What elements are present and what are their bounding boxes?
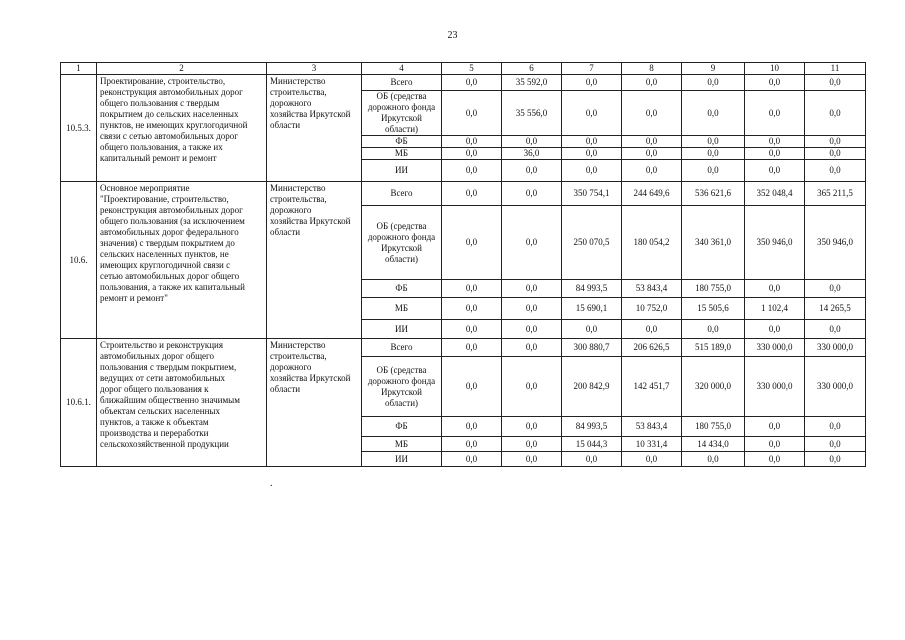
funding-value: 0,0 — [502, 357, 562, 417]
funding-value: 15 505,6 — [682, 298, 745, 320]
column-header: 3 — [267, 63, 362, 75]
funding-value: 15 044,3 — [562, 437, 622, 452]
funding-source: ФБ — [362, 136, 442, 148]
funding-value: 35 592,0 — [502, 75, 562, 91]
funding-value: 0,0 — [682, 148, 745, 160]
funding-value: 0,0 — [805, 437, 866, 452]
table-row — [61, 75, 866, 91]
funding-value: 0,0 — [622, 136, 682, 148]
page-number: 23 — [447, 30, 458, 41]
funding-value: 0,0 — [682, 91, 745, 136]
funding-source: ИИ — [362, 320, 442, 339]
funding-value: 365 211,5 — [805, 182, 866, 206]
funding-source: МБ — [362, 298, 442, 320]
funding-value: 0,0 — [682, 452, 745, 467]
item-code: 10.5.3. — [61, 75, 97, 182]
funding-source: ОБ (средства дорожного фонда Иркутской области) — [362, 206, 442, 280]
funding-source: ИИ — [362, 160, 442, 182]
funding-value: 0,0 — [502, 206, 562, 280]
funding-value: 180 755,0 — [682, 280, 745, 298]
funding-value: 0,0 — [622, 148, 682, 160]
column-header: 9 — [682, 63, 745, 75]
funding-value: 10 331,4 — [622, 437, 682, 452]
funding-value: 0,0 — [442, 75, 502, 91]
funding-value: 0,0 — [442, 136, 502, 148]
item-description: Проектирование, строительство, реконструкция автомобильных дорог общего пользования с твердым покрытием до сельских населенных пунктов, не имеющих круглогодичной связи с сетью автомобильных дорог общего пользования, а также их капитальный ремонт и ремонт — [97, 75, 267, 182]
funding-value: 244 649,6 — [622, 182, 682, 206]
funding-source: ФБ — [362, 280, 442, 298]
funding-value: 15 690,1 — [562, 298, 622, 320]
funding-value: 250 070,5 — [562, 206, 622, 280]
funding-value: 0,0 — [442, 437, 502, 452]
column-header: 8 — [622, 63, 682, 75]
funding-value: 0,0 — [562, 452, 622, 467]
funding-value: 0,0 — [442, 280, 502, 298]
funding-value: 0,0 — [442, 160, 502, 182]
funding-value: 142 451,7 — [622, 357, 682, 417]
funding-value: 0,0 — [502, 437, 562, 452]
funding-source: ОБ (средства дорожного фонда Иркутской области) — [362, 357, 442, 417]
funding-value: 0,0 — [622, 75, 682, 91]
budget-table-body — [61, 63, 866, 467]
column-header: 2 — [97, 63, 267, 75]
funding-value: 36,0 — [502, 148, 562, 160]
funding-value: 330 000,0 — [805, 339, 866, 357]
funding-value: 0,0 — [442, 182, 502, 206]
funding-value: 0,0 — [745, 160, 805, 182]
funding-value: 84 993,5 — [562, 417, 622, 437]
funding-value: 0,0 — [562, 160, 622, 182]
column-header: 10 — [745, 63, 805, 75]
funding-value: 0,0 — [805, 160, 866, 182]
funding-value: 0,0 — [745, 280, 805, 298]
funding-value: 0,0 — [502, 452, 562, 467]
funding-source: МБ — [362, 148, 442, 160]
funding-value: 0,0 — [502, 160, 562, 182]
column-header-row — [61, 63, 866, 75]
column-header: 6 — [502, 63, 562, 75]
funding-value: 0,0 — [805, 417, 866, 437]
funding-value: 0,0 — [502, 320, 562, 339]
funding-value: 0,0 — [562, 148, 622, 160]
funding-value: 0,0 — [805, 91, 866, 136]
funding-value: 1 102,4 — [745, 298, 805, 320]
funding-source: Всего — [362, 75, 442, 91]
funding-value: 0,0 — [442, 452, 502, 467]
item-code: 10.6.1. — [61, 339, 97, 467]
funding-value: 84 993,5 — [562, 280, 622, 298]
funding-value: 515 189,0 — [682, 339, 745, 357]
funding-value: 350 946,0 — [745, 206, 805, 280]
funding-value: 53 843,4 — [622, 280, 682, 298]
funding-value: 330 000,0 — [745, 357, 805, 417]
funding-value: 0,0 — [622, 452, 682, 467]
funding-source: ОБ (средства дорожного фонда Иркутской области) — [362, 91, 442, 136]
funding-value: 0,0 — [682, 160, 745, 182]
funding-value: 0,0 — [622, 160, 682, 182]
table-row — [61, 339, 866, 357]
funding-value: 0,0 — [805, 452, 866, 467]
funding-value: 330 000,0 — [745, 339, 805, 357]
funding-value: 0,0 — [805, 148, 866, 160]
funding-value: 0,0 — [442, 148, 502, 160]
funding-source: МБ — [362, 437, 442, 452]
funding-value: 0,0 — [502, 280, 562, 298]
item-description: Основное мероприятие "Проектирование, строительство, реконструкция автомобильных дорог общего пользования (за исключением автомобильных дорог федерального значения) с твердым покрытием до сельских населенных пунктов, не имеющих круглогодичной связи с сетью автомобильных дорог общего пользования, а также их капитальный ремонт и ремонт" — [97, 182, 267, 339]
funding-value: 53 843,4 — [622, 417, 682, 437]
funding-value: 0,0 — [562, 91, 622, 136]
funding-value: 35 556,0 — [502, 91, 562, 136]
funding-value: 0,0 — [745, 75, 805, 91]
funding-value: 0,0 — [745, 148, 805, 160]
funding-value: 0,0 — [502, 136, 562, 148]
column-header: 7 — [562, 63, 622, 75]
funding-value: 0,0 — [805, 75, 866, 91]
funding-value: 0,0 — [502, 339, 562, 357]
funding-value: 14 265,5 — [805, 298, 866, 320]
funding-value: 0,0 — [442, 339, 502, 357]
responsible-executor: Министерство строительства, дорожного хозяйства Иркутской области — [267, 182, 362, 339]
funding-value: 0,0 — [442, 298, 502, 320]
funding-value: 0,0 — [442, 357, 502, 417]
funding-source: Всего — [362, 339, 442, 357]
funding-value: 320 000,0 — [682, 357, 745, 417]
responsible-executor: Министерство строительства, дорожного хозяйства Иркутской области — [267, 75, 362, 182]
funding-source: ИИ — [362, 452, 442, 467]
funding-value: 206 626,5 — [622, 339, 682, 357]
funding-value: 0,0 — [805, 280, 866, 298]
funding-value: 0,0 — [682, 320, 745, 339]
funding-value: 0,0 — [442, 91, 502, 136]
funding-value: 0,0 — [805, 320, 866, 339]
funding-value: 0,0 — [682, 136, 745, 148]
column-header: 5 — [442, 63, 502, 75]
funding-value: 200 842,9 — [562, 357, 622, 417]
funding-value: 0,0 — [442, 320, 502, 339]
funding-value: 0,0 — [562, 136, 622, 148]
funding-value: 0,0 — [502, 298, 562, 320]
funding-value: 0,0 — [745, 452, 805, 467]
funding-value: 0,0 — [562, 320, 622, 339]
funding-value: 0,0 — [622, 320, 682, 339]
funding-value: 352 048,4 — [745, 182, 805, 206]
funding-value: 536 621,6 — [682, 182, 745, 206]
funding-value: 0,0 — [562, 75, 622, 91]
funding-value: 350 754,1 — [562, 182, 622, 206]
funding-value: 0,0 — [682, 75, 745, 91]
item-code: 10.6. — [61, 182, 97, 339]
funding-value: 0,0 — [805, 136, 866, 148]
funding-value: 0,0 — [502, 417, 562, 437]
funding-value: 0,0 — [745, 320, 805, 339]
column-header: 1 — [61, 63, 97, 75]
responsible-executor: Министерство строительства, дорожного хозяйства Иркутской области — [267, 339, 362, 467]
funding-value: 0,0 — [442, 206, 502, 280]
funding-value: 0,0 — [442, 417, 502, 437]
funding-source: ФБ — [362, 417, 442, 437]
budget-table — [60, 62, 866, 467]
funding-value: 300 880,7 — [562, 339, 622, 357]
funding-source: Всего — [362, 182, 442, 206]
item-description: Строительство и реконструкция автомобильных дорог общего пользования с твердым покрытием, ведущих от сети автомобильных дорог общего пользования к ближайшим общественно значимым объектам сельских населенных пунктов, а также к объектам производства и переработки сельскохозяйственной продукции — [97, 339, 267, 467]
funding-value: 180 755,0 — [682, 417, 745, 437]
table-row — [61, 182, 866, 206]
funding-value: 0,0 — [745, 136, 805, 148]
column-header: 11 — [805, 63, 866, 75]
funding-value: 0,0 — [745, 417, 805, 437]
funding-value: 0,0 — [745, 437, 805, 452]
funding-value: 330 000,0 — [805, 357, 866, 417]
funding-value: 340 361,0 — [682, 206, 745, 280]
funding-value: 0,0 — [502, 182, 562, 206]
funding-value: 14 434,0 — [682, 437, 745, 452]
funding-value: 180 054,2 — [622, 206, 682, 280]
funding-value: 10 752,0 — [622, 298, 682, 320]
funding-value: 350 946,0 — [805, 206, 866, 280]
funding-value: 0,0 — [622, 91, 682, 136]
stray-mark: . — [270, 478, 273, 489]
funding-value: 0,0 — [745, 91, 805, 136]
column-header: 4 — [362, 63, 442, 75]
